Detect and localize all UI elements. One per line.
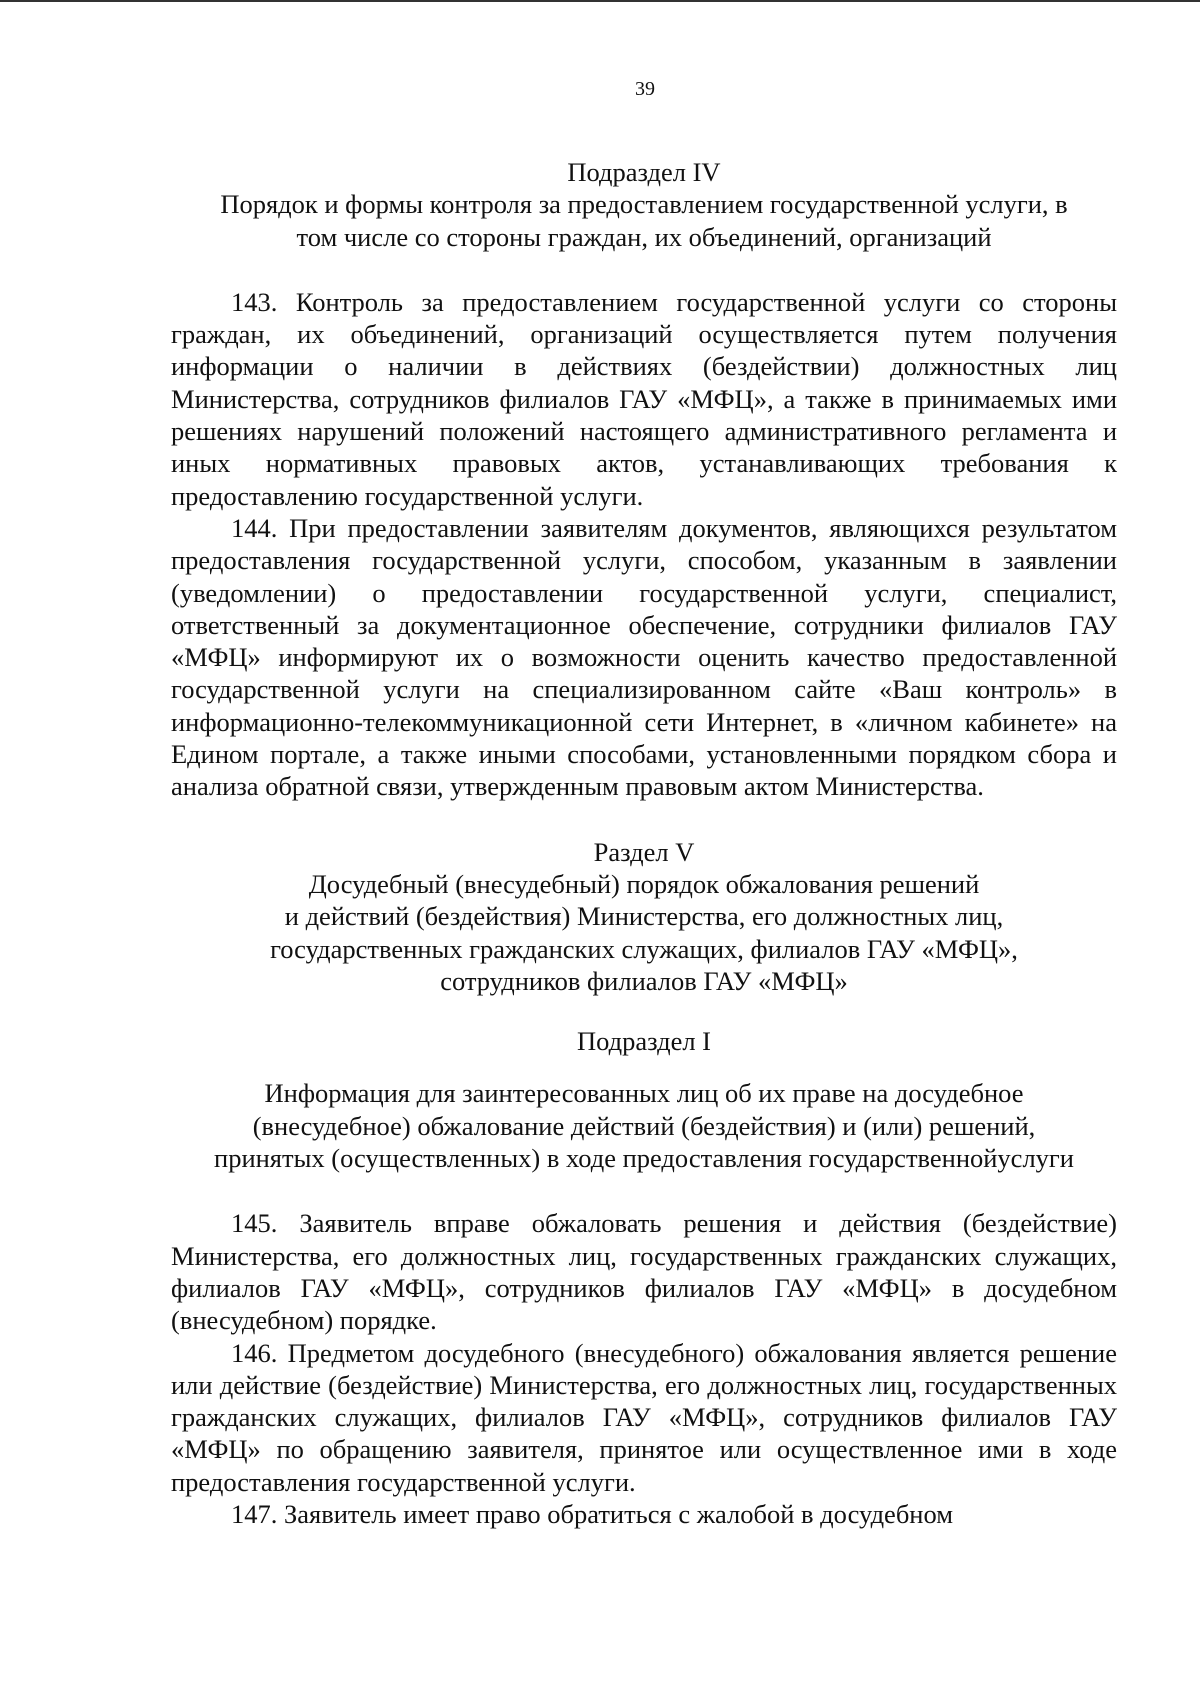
subsection-i-title-line: принятых (осуществленных) в ходе предоставления государственнойуслуги <box>214 1143 1074 1174</box>
subsection-i-title-line: Информация для заинтересованных лиц об их праве на досудебное <box>264 1078 1024 1109</box>
paragraph-144: 144. При предоставлении заявителям документов, являющихся результатом предоставления государственной услуги, способом, указанным в заявлении (уведомлении) о предоставлении государственной услуги, специалист, ответственный за документационное обеспечение, сотрудники филиалов ГАУ «МФЦ» информируют их о возможности оценить качество предоставленной государственной услуги на специализированном сайте «Ваш контроль» в информационно-телекоммуникационной сети Интернет, в «личном кабинете» на Едином портале, а также иными способами, установленными порядком сбора и анализа обратной связи, утвержденным правовым актом Министерства. <box>171 512 1117 802</box>
subsection-i-title-line: (внесудебное) обжалование действий (бездействия) и (или) решений, <box>252 1110 1036 1141</box>
subsection-iv-title-line: том числе со стороны граждан, их объединений, организаций <box>296 221 992 252</box>
section-v-title-line: и действий (бездействия) Министерства, его должностных лиц, <box>284 901 1004 932</box>
section-v-title-line: Досудебный (внесудебный) порядок обжалования решений <box>308 868 980 899</box>
section-v-title-line: сотрудников филиалов ГАУ «МФЦ» <box>440 965 848 996</box>
paragraph-146: 146. Предметом досудебного (внесудебного) обжалования является решение или действие (бездействие) Министерства, его должностных лиц, государственных гражданских служащих, филиалов ГАУ «МФЦ», сотрудников филиалов ГАУ «МФЦ» по обращению заявителя, принятое или осуществленное ими в ходе предоставления государственной услуги. <box>171 1337 1117 1497</box>
section-v-title-line: государственных гражданских служащих, филиалов ГАУ «МФЦ», <box>270 933 1018 964</box>
section-v-heading <box>171 836 1117 997</box>
paragraph-143: 143. Контроль за предоставлением государственной услуги со стороны граждан, их объединений, организаций осуществляется путем получения информации о наличии в действиях (бездействии) должностных лиц Министерства, сотрудников филиалов ГАУ «МФЦ», а также в принимаемых ими решениях нарушений положений настоящего административного регламента и иных нормативных правовых актов, устанавливающих требования к предоставлению государственной услуги. <box>171 286 1117 511</box>
subsection-i-label: Подраздел I <box>576 1026 712 1057</box>
scan-top-edge <box>0 0 1200 2</box>
subsection-iv-heading <box>171 156 1117 253</box>
paragraph-147: 147. Заявитель имеет право обратиться с жалобой в досудебном <box>231 1498 953 1529</box>
subsection-iv-title-line: Порядок и формы контроля за предоставлением государственной услуги, в <box>220 189 1068 220</box>
subsection-iv-label: Подраздел IV <box>567 157 721 187</box>
page-content <box>171 156 1117 1530</box>
subsection-i-heading <box>171 1025 1117 1174</box>
page-number: 39 <box>635 78 655 100</box>
section-v-label: Раздел V <box>593 836 695 867</box>
paragraph-145: 145. Заявитель вправе обжаловать решения и действия (бездействие) Министерства, его должностных лиц, государственных гражданских служащих, филиалов ГАУ «МФЦ», сотрудников филиалов ГАУ «МФЦ» в досудебном (внесудебном) порядке. <box>171 1208 1117 1336</box>
